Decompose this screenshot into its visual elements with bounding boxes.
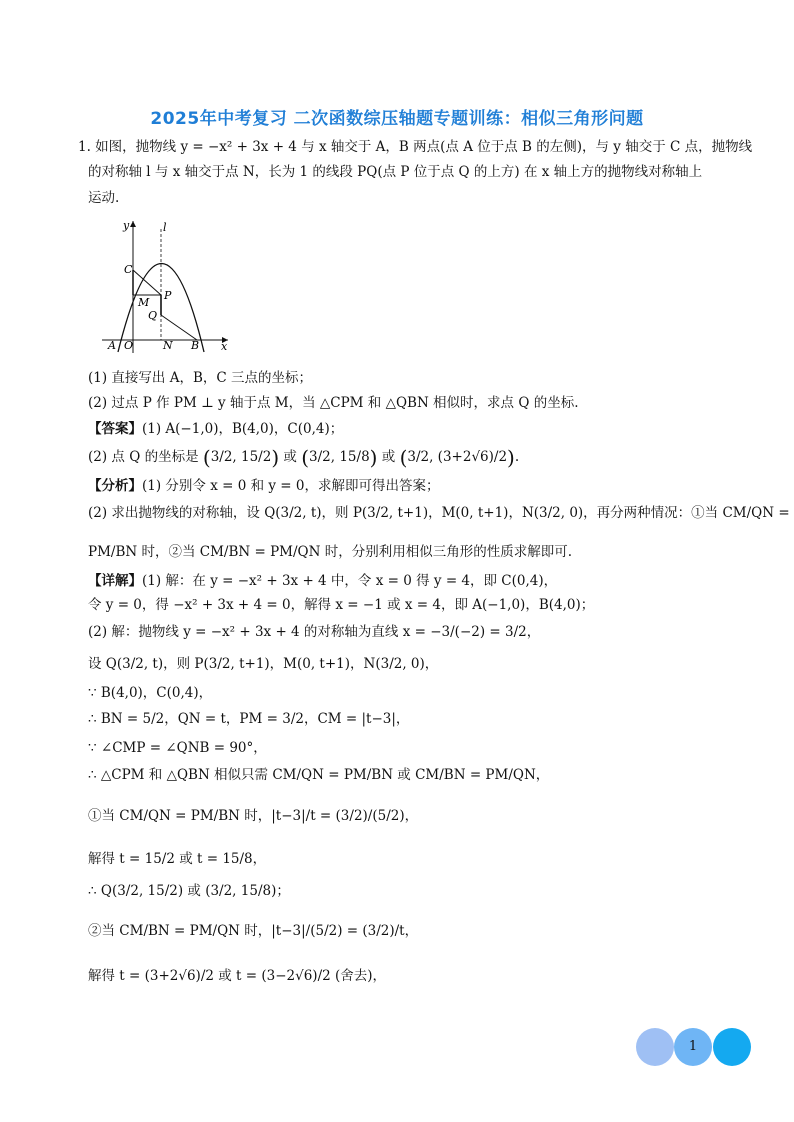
detail-line-6: ∴ BN = 5/2，QN = t，PM = 3/2，CM = |t−3|， — [88, 711, 410, 727]
problem-line-1: 1. 如图，抛物线 y = −x² + 3x + 4 与 x 轴交于 A，B 两点(点 A 位于点 B 的左侧)，与 y 轴交于 C 点，抛物线 — [78, 139, 753, 155]
label-C: C — [124, 263, 133, 276]
label-M: M — [138, 296, 150, 309]
label-Q: Q — [148, 309, 158, 322]
label-B: B — [191, 339, 200, 352]
analysis-line-1 — [88, 476, 440, 496]
page-number-badge — [636, 1028, 751, 1066]
y-arrow — [130, 221, 136, 227]
answer-end: . — [514, 449, 520, 465]
analysis-line-2: (2) 求出抛物线的对称轴，设 Q(3/2, t)，则 P(3/2, t+1)，M(0, t+1)，N(3/2, 0)，再分两种情况：①当 CM/QN = — [88, 505, 790, 521]
question-1: (1) 直接写出 A，B，C 三点的坐标； — [88, 370, 312, 386]
answer-line-1 — [88, 419, 343, 439]
detail-line-12: ②当 CM/BN = PM/QN 时，|t−3|/(5/2) = (3/2)/t， — [88, 923, 419, 939]
question-2: (2) 过点 P 作 PM ⊥ y 轴于点 M，当 △CPM 和 △QBN 相似时，求点 Q 的坐标. — [88, 395, 579, 411]
detail-line-8: ∴ △CPM 和 △QBN 相似只需 CM/QN = PM/BN 或 CM/BN = PM/QN， — [88, 767, 550, 783]
answer-or-1: 或 — [283, 449, 297, 465]
detail-line-5: ∵ B(4,0)，C(0,4)， — [88, 685, 213, 701]
detail-line-1 — [88, 571, 557, 591]
detail-line-11: ∴ Q(3/2, 15/2) 或 (3/2, 15/8)； — [88, 883, 290, 899]
answer-or-2: 或 — [381, 449, 396, 465]
problem-line-3: 运动. — [88, 190, 120, 206]
detail-line-9: ①当 CM/QN = PM/BN 时，|t−3|/t = (3/2)/(5/2)， — [88, 808, 419, 824]
badge-circle-right — [713, 1028, 751, 1066]
badge-circle-left — [636, 1028, 674, 1066]
label-O: O — [124, 339, 134, 352]
label-l: l — [163, 221, 167, 234]
parabola-figure — [100, 215, 235, 355]
analysis-label: 【分析】 — [88, 478, 142, 494]
label-x: x — [221, 340, 228, 353]
label-A: A — [108, 339, 116, 352]
answer-2-prefix: (2) 点 Q 的坐标是 — [88, 449, 199, 465]
answer-q3: 3/2, (3+2√6)/2 — [407, 449, 508, 465]
label-P: P — [164, 289, 172, 302]
detail-line-3: (2) 解：抛物线 y = −x² + 3x + 4 的对称轴为直线 x = −3/(−2) = 3/2， — [88, 624, 541, 640]
answer-q1: 3/2, 15/2 — [210, 449, 272, 465]
segment-QB — [161, 315, 197, 340]
page-number: 1 — [688, 1039, 698, 1054]
detail-line-4: 设 Q(3/2, t)，则 P(3/2, t+1)，M(0, t+1)，N(3/2, 0)， — [88, 656, 439, 672]
detail-line-10: 解得 t = 15/2 或 t = 15/8， — [88, 851, 267, 867]
detail-1: (1) 解：在 y = −x² + 3x + 4 中，令 x = 0 得 y = 4，即 C(0,4)， — [142, 573, 558, 589]
detail-label: 【详解】 — [88, 573, 142, 589]
analysis-line-3: PM/BN 时，②当 CM/BN = PM/QN 时，分别利用相似三角形的性质求解即可. — [88, 544, 573, 560]
detail-line-2: 令 y = 0，得 −x² + 3x + 4 = 0，解得 x = −1 或 x = 4，即 A(−1,0)，B(4,0)； — [88, 597, 595, 613]
analysis-1: (1) 分别令 x = 0 和 y = 0，求解即可得出答案； — [142, 478, 440, 494]
detail-line-7: ∵ ∠CMP = ∠QNB = 90°， — [88, 740, 267, 756]
label-y: y — [123, 219, 130, 232]
answer-line-2: (2) 点 Q 的坐标是 (3/2, 15/2) 或 (3/2, 15/8) 或 (3/2, (3+2√6)/2). — [88, 445, 520, 470]
detail-line-13: 解得 t = (3+2√6)/2 或 t = (3−2√6)/2 (舍去)， — [88, 968, 387, 984]
label-N: N — [163, 339, 173, 352]
page-title: 2025年中考复习 二次函数综压轴题专题训练：相似三角形问题 — [150, 109, 644, 129]
answer-q2: 3/2, 15/8 — [309, 449, 370, 465]
answer-1: (1) A(−1,0)，B(4,0)，C(0,4)； — [142, 421, 344, 437]
problem-line-2: 的对称轴 l 与 x 轴交于点 N，长为 1 的线段 PQ(点 P 位于点 Q 的上方) 在 x 轴上方的抛物线对称轴上 — [88, 164, 703, 180]
answer-label: 【答案】 — [88, 421, 142, 437]
